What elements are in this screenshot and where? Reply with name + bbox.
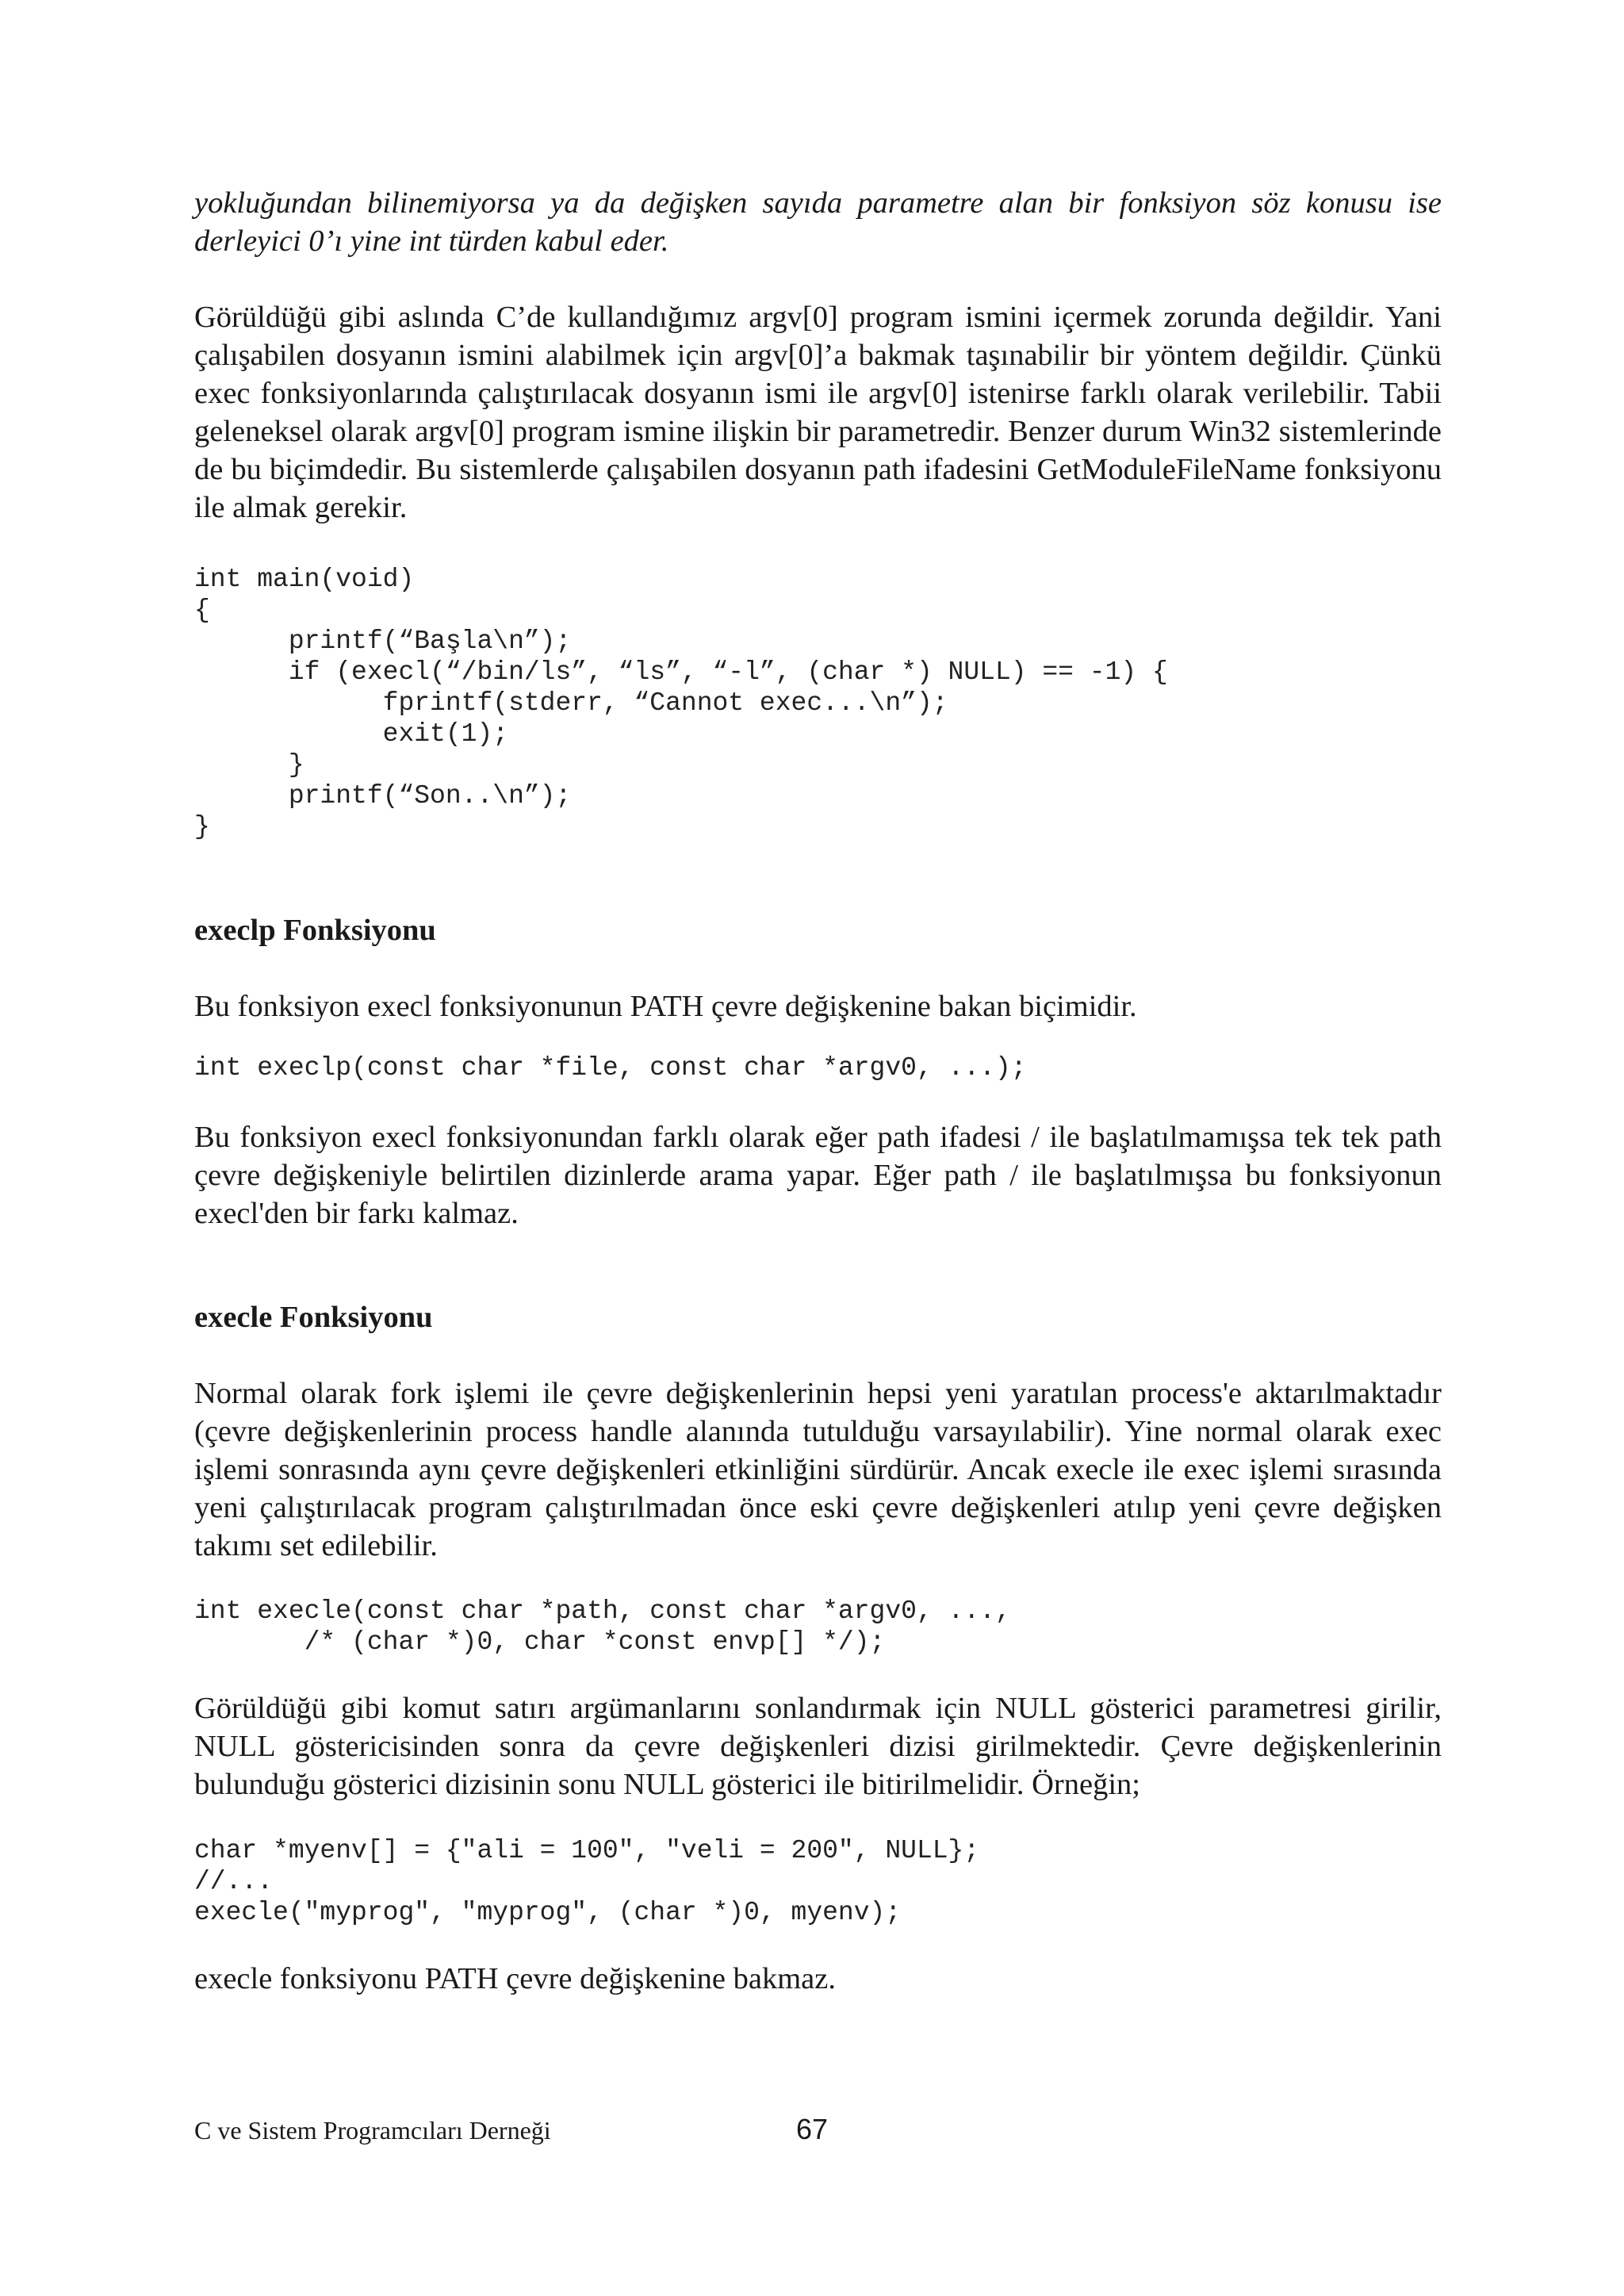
execle-prototype-code: int execle(const char *path, const char *argv0, ..., /* (char *)0, char *const envp[] */); — [194, 1596, 1011, 1657]
execlp-detail-paragraph: Bu fonksiyon execl fonksiyonundan farklı olarak eğer path ifadesi / ile başlatılmamışsa tek tek path çevre değişkeniyle belirtilen dizinlerde arama yapar. Eğer path / ile başlatılmışsa bu fonksiyonun execl'den bir farkı kalmaz. — [194, 1121, 1442, 1230]
footer-organization: C ve Sistem Programcıları Derneği — [194, 2116, 551, 2145]
myenv-code-block: char *myenv[] = {"ali = 100", "veli = 200", NULL}; //... execle("myprog", "myprog", (char *)0, myenv); — [194, 1836, 980, 1927]
execlp-prototype-code: int execlp(const char *file, const char *argv0, ...); — [194, 1053, 1027, 1083]
execle-heading: execle Fonksiyonu — [194, 1301, 433, 1334]
page-number: 67 — [796, 2113, 829, 2145]
execle-path-paragraph: execle fonksiyonu PATH çevre değişkenine bakmaz. — [194, 1962, 836, 1995]
argv-paragraph: Görüldüğü gibi aslında C’de kullandığımız argv[0] program ismini içermek zorunda değildir. Yani çalışabilen dosyanın ismini alabilmek için argv[0]’a bakmak taşınabilir bir yöntem değildir. Çünkü exec fonksiyonlarında çalıştırılacak dosyanın ismi ile argv[0] istenirse farklı olarak verilebilir. Tabii geleneksel olarak argv[0] program ismine ilişkin bir parametredir. Benzer durum Win32 sistemlerinde de bu biçimdedir. Bu sistemlerde çalışabilen dosyanın path ifadesini GetModuleFileName fonksiyonu ile almak gerekir. — [194, 301, 1442, 524]
intro-italic-paragraph: yokluğundan bilinemiyorsa ya da değişken sayıda parametre alan bir fonksiyon söz konusu ise derleyici 0’ı yine int türden kabul eder. — [194, 186, 1442, 258]
main-code-block: int main(void) { printf(“Başla\n”); if (execl(“/bin/ls”, “ls”, “-l”, (char *) NULL) == -1) { fprintf(stderr, “Cannot exec...\n”); exit(1); } printf(“Son..\n”); } — [194, 565, 1168, 841]
execlp-heading: execlp Fonksiyonu — [194, 914, 436, 947]
execlp-intro-paragraph: Bu fonksiyon execl fonksiyonunun PATH çevre değişkenine bakan biçimidir. — [194, 990, 1137, 1023]
page-body — [194, 184, 1442, 1998]
execle-intro-paragraph: Normal olarak fork işlemi ile çevre değişkenlerinin hepsi yeni yaratılan process'e aktarılmaktadır (çevre değişkenlerinin process handle alanında tutulduğu varsayılabilir). Yine normal olarak exec işlemi sonrasında aynı çevre değişkenleri etkinliğini sürdürür. Ancak execle ile exec işlemi sırasında yeni çalıştırılacak program çalıştırılmadan önce eski çevre değişkenleri atılıp yeni çevre değişken takımı set edilebilir. — [194, 1377, 1442, 1562]
execle-detail-paragraph: Görüldüğü gibi komut satırı argümanlarını sonlandırmak için NULL gösterici parametresi girilir, NULL göstericisinden sonra da çevre değişkenleri dizisi girilmektedir. Çevre değişkenlerinin bulunduğu gösterici dizisinin sonu NULL gösterici ile bitirilmelidir. Örneğin; — [194, 1692, 1442, 1801]
